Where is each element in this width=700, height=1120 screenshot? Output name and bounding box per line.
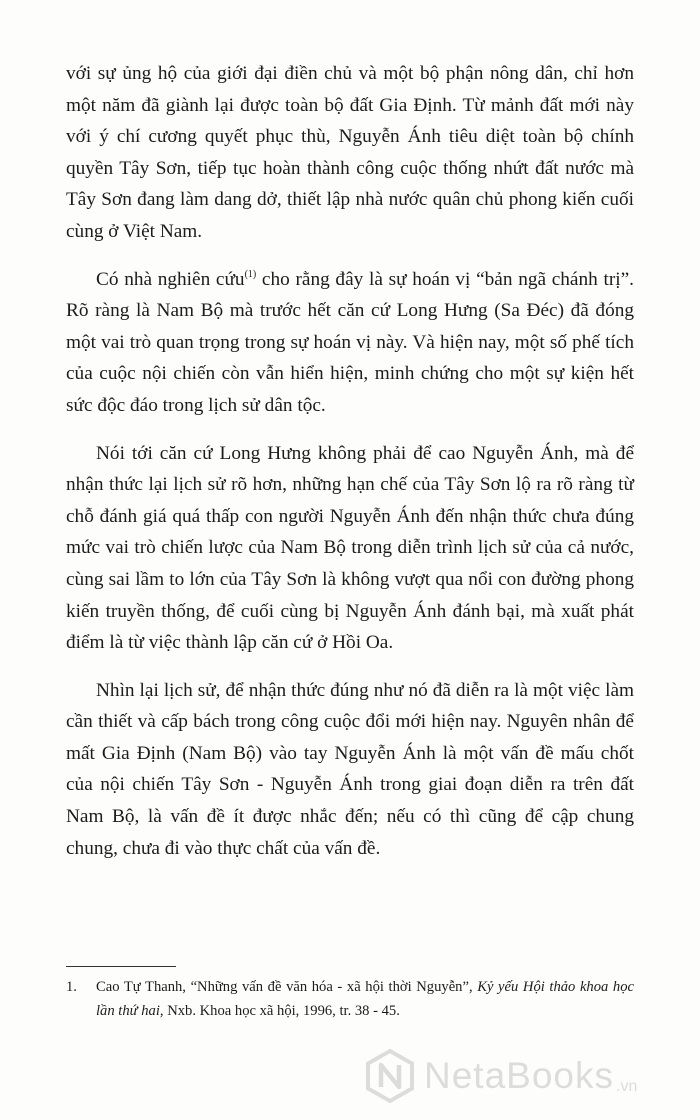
- footnote-author: Cao Tự Thanh,: [96, 979, 191, 995]
- footnote-publisher: , Nxb. Khoa học xã hội, 1996, tr. 38 - 45.: [159, 1003, 400, 1019]
- paragraph-1: với sự ủng hộ của giới đại điền chủ và một bộ phận nông dân, chỉ hơn một năm đã giành lại được toàn bộ đất Gia Định. Từ mảnh đất mới này với ý chí cương quyết phục thù, Nguyễn Ánh tiêu diệt toàn bộ chính quyền Tây Sơn, tiếp tục hoàn thành công cuộc thống nhứt đất nước mà Tây Sơn đang làm dang dở, thiết lập nhà nước quân chủ phong kiến cuối cùng ở Việt Nam.: [66, 63, 634, 242]
- footnote-article: “Những vấn đề văn hóa - xã hội thời Nguyễn”,: [190, 979, 478, 995]
- footnote-source: Kỷ yếu Hội thảo khoa học lần thứ hai: [96, 979, 635, 1019]
- paragraph-4: Nhìn lại lịch sử, để nhận thức đúng như nó đã diễn ra là một việc làm cần thiết và cấp bách trong công cuộc đổi mới hiện nay. Nguyên nhân để mất Gia Định (Nam Bộ) vào tay Nguyễn Ánh là một vấn đề mấu chốt của nội chiến Tây Sơn - Nguyễn Ánh trong giai đoạn diễn ra trên đất Nam Bộ, là vấn đề ít được nhắc đến; nếu có thì cũng để cập chung chung, chưa đi vào thực chất của vấn đề.: [66, 679, 634, 859]
- paragraph-2-start: Có nhà nghiên cứu: [96, 268, 245, 290]
- footnote: [66, 975, 634, 1023]
- watermark: [362, 1048, 637, 1104]
- watermark-brand: NetaBooks: [424, 1055, 614, 1096]
- footnote-text: [96, 975, 634, 1023]
- netabooks-logo-icon: [362, 1048, 418, 1104]
- watermark-suffix: .vn: [616, 1078, 638, 1095]
- paragraph-2-rest: cho rằng đây là sự hoán vị “bản ngã chánh trị”. Rõ ràng là Nam Bộ mà trước hết căn cứ Long Hưng (Sa Đéc) đã đóng một vai trò quan trọng trong sự hoán vị này. Và hiện nay, một số phế tích của cuộc nội chiến còn vẫn hiển hiện, minh chứng cho một sự kiện hết sức độc đáo trong lịch sử dân tộc.: [66, 268, 634, 416]
- page-body: [66, 58, 634, 864]
- footnote-divider: [66, 966, 176, 967]
- paragraph-2: [66, 264, 634, 422]
- footnote-reference[interactable]: (1): [244, 268, 257, 280]
- paragraph-3: Nói tới căn cứ Long Hưng không phải để cao Nguyễn Ánh, mà để nhận thức lại lịch sử rõ hơn, những hạn chế của Tây Sơn lộ ra rõ ràng từ chỗ đánh giá quá thấp con người Nguyễn Ánh đến nhận thức chưa đúng mức vai trò chiến lược của Nam Bộ trong diễn trình lịch sử của cả nước, cùng sai lầm to lớn của Tây Sơn là không vượt qua nổi con đường phong kiến truyền thống, để cuối cùng bị Nguyễn Ánh đánh bại, mà xuất phát điểm là từ việc thành lập căn cứ ở Hồi Oa.: [66, 442, 634, 654]
- footnote-number: 1.: [66, 979, 77, 995]
